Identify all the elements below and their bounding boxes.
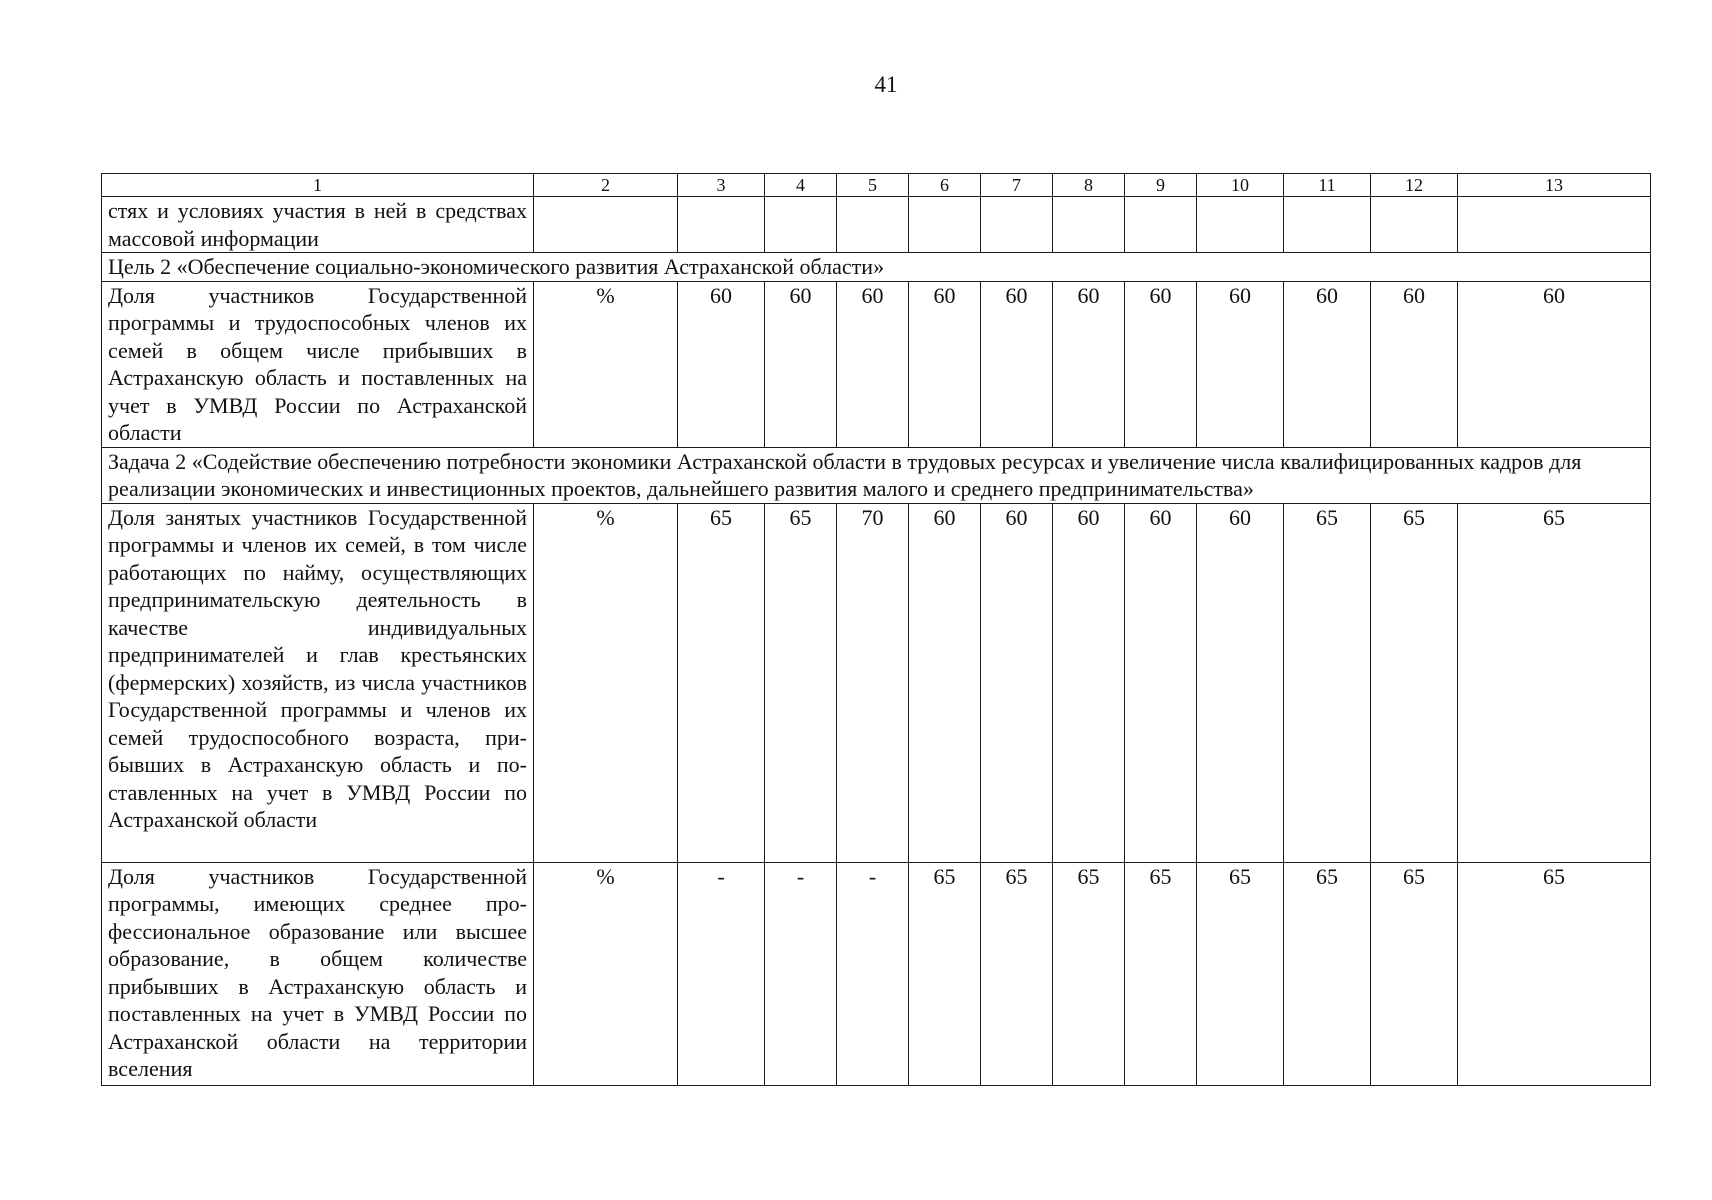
- value-cell: 65: [678, 503, 765, 862]
- empty-cell: [1458, 197, 1651, 253]
- column-number: 5: [837, 174, 909, 197]
- empty-cell: [909, 197, 981, 253]
- column-number: 8: [1053, 174, 1125, 197]
- value-cell: 65: [1125, 862, 1197, 1085]
- value-cell: 60: [765, 281, 837, 447]
- table-row-section-task-2: [102, 447, 1651, 503]
- column-number: 12: [1371, 174, 1458, 197]
- value-cell: 60: [1371, 281, 1458, 447]
- value-cell: 65: [1284, 862, 1371, 1085]
- value-cell: 65: [981, 862, 1053, 1085]
- value-cell: 60: [1125, 503, 1197, 862]
- value-cell: 65: [909, 862, 981, 1085]
- indicator-name-cell: стях и условиях участия в ней в средствах массовой информации: [102, 197, 534, 253]
- value-cell: 60: [1284, 281, 1371, 447]
- empty-cell: [765, 197, 837, 253]
- value-cell: 65: [1371, 862, 1458, 1085]
- section-heading-cell: Цель 2 «Обеспечение социально-экономического развития Астраханской области»: [102, 253, 1651, 282]
- column-number: 2: [534, 174, 678, 197]
- value-cell: 65: [1458, 503, 1651, 862]
- column-number-row: [102, 174, 1651, 197]
- table-row-indicator-3: [102, 862, 1651, 1085]
- indicators-table: [101, 173, 1651, 1086]
- section-heading-cell: Задача 2 «Содействие обеспечению потребности экономики Астраханской области в трудовых ресурсах и увеличение числа квалифицированных кадров для реализации экономических и инвестиционных проектов, дальнейшего развития малого и среднего предпринимательства»: [102, 447, 1651, 503]
- table-row-continuation: [102, 197, 1651, 253]
- value-cell: -: [678, 862, 765, 1085]
- value-cell: 60: [1197, 503, 1284, 862]
- empty-cell: [1053, 197, 1125, 253]
- indicator-name-cell: Доля занятых участников Государственной программы и членов их семей, в том числе работающих по найму, осуществляющих предпринимательскую деятельность в качестве индивидуальных предпринимателей и глав крестьянских (фермерских) хозяйств, из числа участников Государственной программы и членов их семей трудоспособного возраста, прибывших в Астраханскую область и поставленных на учет в УМВД России по Астраханской области: [102, 503, 534, 862]
- value-cell: 60: [909, 503, 981, 862]
- column-number: 9: [1125, 174, 1197, 197]
- column-number: 4: [765, 174, 837, 197]
- value-cell: 60: [1125, 281, 1197, 447]
- value-cell: 60: [981, 281, 1053, 447]
- column-number: 3: [678, 174, 765, 197]
- page-number: 41: [874, 72, 898, 97]
- unit-cell: %: [534, 862, 678, 1085]
- value-cell: 60: [1053, 281, 1125, 447]
- empty-cell: [1197, 197, 1284, 253]
- indicator-name-cell: Доля участников Государственной программы и трудоспособных членов их семей в общем числе прибывших в Астраханскую область и поставленных на учет в УМВД России по Астраханской области: [102, 281, 534, 447]
- value-cell: 65: [765, 503, 837, 862]
- empty-cell: [1371, 197, 1458, 253]
- value-cell: 65: [1371, 503, 1458, 862]
- value-cell: 60: [981, 503, 1053, 862]
- value-cell: 60: [909, 281, 981, 447]
- value-cell: 60: [837, 281, 909, 447]
- indicator-name-cell: Доля участников Государственной программы, имеющих среднее профессиональное образование или высшее образование, в общем количестве прибывших в Астраханскую область и поставленных на учет в УМВД России по Астраханской области на территории вселения: [102, 862, 534, 1085]
- empty-cell: [1125, 197, 1197, 253]
- value-cell: 60: [1458, 281, 1651, 447]
- value-cell: 60: [1197, 281, 1284, 447]
- value-cell: 65: [1458, 862, 1651, 1085]
- empty-cell: [534, 197, 678, 253]
- column-number: 1: [102, 174, 534, 197]
- column-number: 13: [1458, 174, 1651, 197]
- value-cell: -: [837, 862, 909, 1085]
- value-cell: 65: [1284, 503, 1371, 862]
- value-cell: 70: [837, 503, 909, 862]
- table-row-section-goal-2: [102, 253, 1651, 282]
- value-cell: 60: [678, 281, 765, 447]
- value-cell: 65: [1053, 862, 1125, 1085]
- empty-cell: [1284, 197, 1371, 253]
- table-row-indicator-1: [102, 281, 1651, 447]
- column-number: 10: [1197, 174, 1284, 197]
- table-row-indicator-2: [102, 503, 1651, 862]
- unit-cell: %: [534, 503, 678, 862]
- value-cell: 60: [1053, 503, 1125, 862]
- value-cell: 65: [1197, 862, 1284, 1085]
- column-number: 7: [981, 174, 1053, 197]
- value-cell: -: [765, 862, 837, 1085]
- column-number: 6: [909, 174, 981, 197]
- empty-cell: [678, 197, 765, 253]
- empty-cell: [981, 197, 1053, 253]
- empty-cell: [837, 197, 909, 253]
- column-number: 11: [1284, 174, 1371, 197]
- unit-cell: %: [534, 281, 678, 447]
